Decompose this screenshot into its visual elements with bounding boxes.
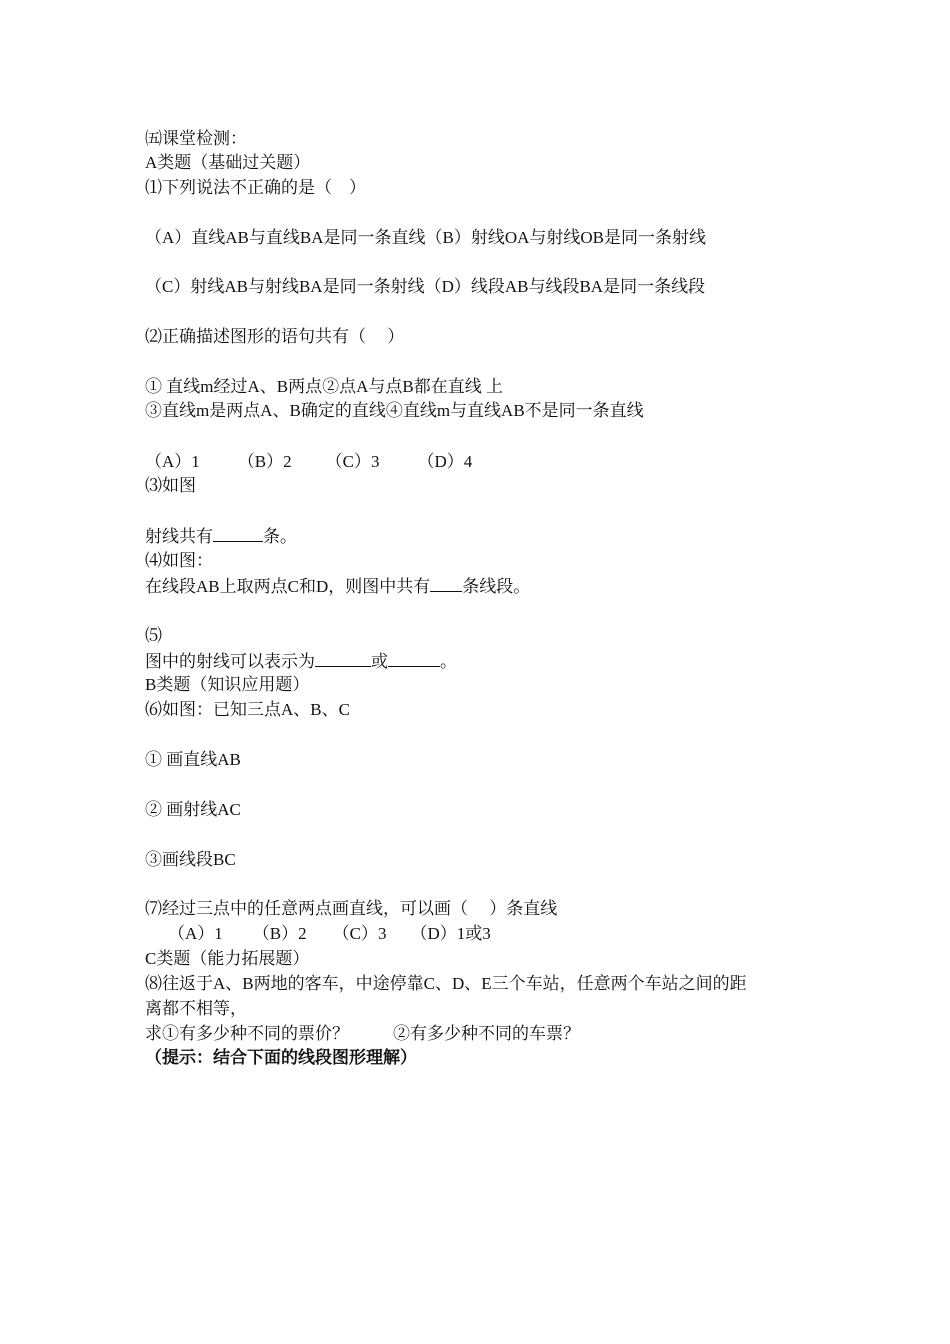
- q1-options-line2: （C）射线AB与射线BA是同一条射线（D）线段AB与线段BA是同一条线段: [145, 277, 706, 296]
- q5-text-pre: 图中的射线可以表示为: [145, 652, 315, 671]
- q3-stem: ⑶如图: [145, 476, 196, 495]
- q7-option-d: （D）1或3: [410, 924, 491, 943]
- q2-stem: ⑵正确描述图形的语句共有（ ）: [145, 327, 405, 346]
- q7-option-c: （C）3: [332, 924, 387, 943]
- q7-option-b: （B）2: [252, 924, 307, 943]
- q4-text-pre: 在线段AB上取两点C和D，则图中共有: [145, 577, 431, 596]
- q4-stem: ⑷如图：: [145, 551, 213, 570]
- q6-step-3: ③画线段BC: [145, 850, 236, 869]
- q2-options: [145, 451, 472, 473]
- q6-stem: ⑹如图：已知三点A、B、C: [145, 700, 350, 719]
- q8-question-2: ②有多少种不同的车票？: [393, 1024, 580, 1043]
- group-a-title: A类题（基础过关题）: [145, 153, 311, 172]
- q2-option-a: （A）1: [145, 452, 200, 471]
- q8-hint: （提示：结合下面的线段图形理解）: [145, 1048, 417, 1067]
- q5-answer-blank-1: [315, 650, 371, 667]
- q5-text: [145, 650, 457, 673]
- q8-line-1: ⑻往返于A、B两地的客车，中途停靠C、D、E三个车站，任意两个车站之间的距: [145, 974, 747, 993]
- q3-text-pre: 射线共有: [145, 527, 213, 546]
- section-title: ㈤课堂检测：: [145, 129, 247, 148]
- q2-option-b: （B）2: [237, 452, 292, 471]
- q4-text: [145, 575, 530, 598]
- q8-question-1: 求①有多少种不同的票价？: [145, 1024, 349, 1043]
- q5-text-post: 。: [440, 652, 457, 671]
- q8-line-2: 离都不相等，: [145, 999, 247, 1018]
- q6-step-1: ① 画直线AB: [145, 750, 241, 769]
- q2-option-c: （C）3: [325, 452, 380, 471]
- q2-statement-2: ③直线m是两点A、B确定的直线④直线m与直线AB不是同一条直线: [145, 401, 644, 420]
- q3-text-post: 条。: [263, 527, 297, 546]
- q6-step-2: ② 画射线AC: [145, 800, 241, 819]
- q5-answer-blank-2: [388, 650, 440, 667]
- q1-stem: ⑴下列说法不正确的是（ ）: [145, 178, 366, 197]
- q4-answer-blank: [430, 575, 462, 592]
- group-c-title: C类题（能力拓展题）: [145, 949, 310, 968]
- q7-options: [168, 923, 491, 945]
- q2-statement-1: ① 直线m经过A、B两点②点A与点B都在直线 上: [145, 377, 503, 396]
- q7-option-a: （A）1: [168, 924, 223, 943]
- group-b-title: B类题（知识应用题）: [145, 675, 310, 694]
- q5-text-mid: 或: [371, 652, 388, 671]
- q2-option-d: （D）4: [417, 452, 473, 471]
- q8-line-3: [145, 1023, 580, 1045]
- q3-text: [145, 525, 297, 548]
- q5-stem: ⑸: [145, 626, 162, 645]
- q3-answer-blank: [213, 525, 263, 542]
- q1-options-line1: （A）直线AB与直线BA是同一条直线（B）射线OA与射线OB是同一条射线: [145, 228, 707, 247]
- q7-stem: ⑺经过三点中的任意两点画直线，可以画（ ）条直线: [145, 899, 558, 918]
- q4-text-post: 条线段。: [462, 577, 531, 596]
